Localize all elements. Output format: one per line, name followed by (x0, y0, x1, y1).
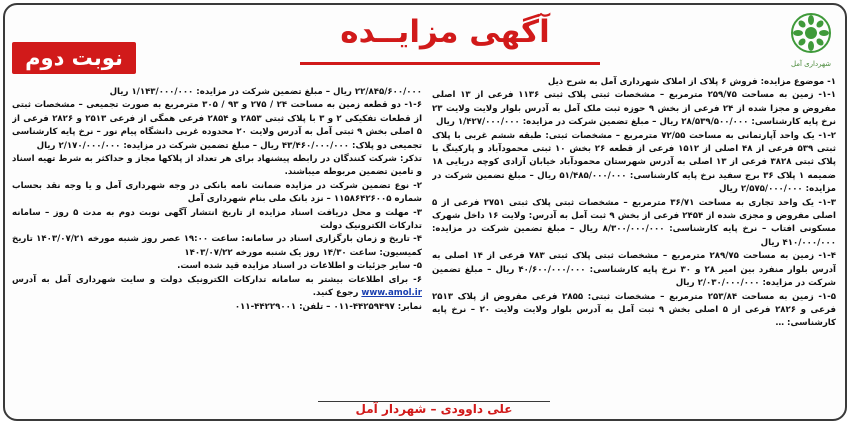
signature-line: علی داوودی – شهردار آمل (318, 401, 550, 418)
right-column (432, 76, 836, 396)
details-paragraph: ۵- سایر جزئیات و اطلاعات در اسناد مزایده قید شده است. (177, 261, 422, 272)
item-1-5-continued: ۲۲/۸۴۵/۶۰۰/۰۰۰ ریال – مبلغ تضمین شرکت در مزایده: ۱/۱۴۳/۰۰۰/۰۰۰ ریال (109, 87, 422, 97)
upload-date-label: ۴- تاریخ و زمان بارگزاری اسناد در سامانه (244, 234, 422, 245)
deadline-paragraph: ۳- مهلت و محل دریافت اسناد مزایده از تاریخ انتشار آگهی نوبت دوم به مدت ۵ روز – سامانه تدارکات الکترونیک دولت (12, 207, 422, 232)
item-1-6: ۱-۶- دو قطعه زمین به مساحت ۲۴ / ۲۷۵ و ۹۳ / ۳۰۵ مترمربع به صورت تجمیعی – مشخصات ثبتی از قطعات تفکیکی ۲ و ۳ با پلاک ثبتی ۲۸۵۳ و ۲۸۵۴ فرعی همگی از فرعی ۲۵۱۳ و ۲۸۲۶ فرعی از ۵ اصلی بخش ۹ ثبتی آمل به آدرس ولایت ۲۰ محدوده غربی دانشگاه پیام نور – نرخ پایه کارشناسی تجمیعی دو پلاک: ۴۳/۴۶۰/۰۰۰/۰۰۰ ریال – مبلغ تضمین شرکت در مزایده: ۲/۱۷۰/۰۰۰/۰۰۰ ریال (12, 100, 422, 151)
website-link[interactable]: www.amol.ir (361, 288, 422, 299)
ad-title: آگهی مزایــده (340, 14, 550, 50)
municipality-emblem-icon (790, 12, 832, 54)
subject-paragraph: ۱- موضوع مزایده: فروش ۶ پلاک از املاک شهرداری آمل به شرح ذیل (547, 77, 836, 87)
title-underline (300, 62, 600, 65)
info-text-end: رجوع کنید. (312, 288, 359, 299)
info-text: ۶- برای اطلاعات بیشتر به سامانه تدارکات الکترونیک دولت و سایت شهرداری آمل به آدرس (12, 274, 422, 285)
contact-line: نمابر: ۴۴۲۵۹۴۹۷-۰۱۱ – تلفن: ۴۴۲۲۹۰۰۱-۰۱۱ (234, 301, 422, 312)
item-1-5: ۱-۵- زمین به مساحت ۲۵۳/۸۴ مترمربع – مشخصات ثبتی: ۲۸۵۵ فرعی مفروض از پلاک ۲۵۱۳ فرعی و ۲۸۲۶ فرعی از ۵ اصلی بخش ۹ ثبت آمل به آدرس بلوار ولایت ولایت ۲۰ – نرخ پایه کارشناسی: … (432, 291, 836, 329)
note-paragraph: تذکر: شرکت کنندگان در رابطه پیشنهاد برای هر تعداد از پلاکها مجاز و حداکثر به شرط تهیه اسناد و تامین تضمین مربوطه میباشند. (12, 154, 422, 178)
item-1-4: ۱-۴- زمین به مساحت ۲۸۹/۷۵ مترمربع – مشخصات ثبتی پلاک ثبتی ۷۸۳ فرعی از ۱۴ اصلی به آدرس بلوار منفرد بین امیر ۲۸ و ۳۰ نرخ پایه کارشناسی: ۴۰/۶۰۰/۰۰۰/۰۰۰ ریال – مبلغ تضمین شرکت در مزایده: ۲/۰۳۰/۰۰۰/۰۰۰ ریال (432, 251, 836, 289)
info-paragraph (12, 274, 422, 301)
guarantee-paragraph: ۲- نوع تضمین شرکت در مزایده ضمانت نامه بانکی در وجه شهرداری آمل و یا وجه نقد بحساب شماره ۱۱۵۸۶۴۲۶۰۰۵ – نزد بانک ملی بنام شهرداری آمل (12, 180, 422, 205)
upload-date-paragraph (12, 233, 422, 260)
municipality-logo (782, 12, 840, 68)
upload-date-text: : ساعت ۱۹:۰۰ عصر روز شنبه مورخه ۱۴۰۳/۰۷/۲۱ تاریخ کمیسیون: ساعت ۱۴/۳۰ روز یک شنبه مورخه ۱۴۰۳/۰۷/۲۲ (12, 234, 422, 258)
round-badge: نوبت دوم (12, 42, 136, 74)
item-1-1: ۱-۱- زمین به مساحت ۲۵۹/۷۵ مترمربع – مشخصات ثبتی پلاک ثبتی ۱۱۳۶ فرعی از ۱۳ اصلی مفروض و مجزا شده از ۲۴ فرعی از بخش ۹ حوزه ثبت ملک آمل به آدرس بلوار ولایت ولایت ۲۳ نرخ پایه کارشناسی: ۲۸/۵۳۹/۵۰۰/۰۰۰ ریال – مبلغ تضمین شرکت در مزایده: ۱/۴۲۷/۰۰۰/۰۰۰ ریال (432, 90, 836, 128)
logo-caption: شهرداری آمل (790, 60, 832, 68)
item-1-2: ۱-۲- یک واحد آپارتمانی به مساحت ۷۲/۵۵ مترمربع – مشخصات ثبتی: طبقه ششم غربی با پلاک ثبتی ۵۳۹ فرعی از ۴۸ اصلی از ۱۵۱۲ فرعی از قطعه ۲۶ بخش ۱۰ ثبتی محمودآباد و پارکینگ با پلاک ثبتی ۳۸۲۸ فرعی از ۱۳ اصلی به آدرس شهرستان محمودآباد خیابان آزادی کوچه دریایی ۱۸ ضمیمه ۱ پلاک ۳۶ برج سفید نرخ پایه کارشناسی: ۵۱/۴۸۵/۰۰۰/۰۰۰ ریال – مبلغ تضمین شرکت در مزایده: ۲/۵۷۵/۰۰۰/۰۰۰ ریال (432, 130, 836, 195)
item-1-3: ۱-۳- یک واحد تجاری به مساحت ۳۶/۷۱ مترمربع – مشخصات ثبتی پلاک ثبتی ۲۷۵۱ فرعی از ۵ اصلی مفروض و مجزی شده از ۲۴۵۴ فرعی از بخش ۹ ثبت آمل به آدرس: ولایت ۱۶ داخل شهرک مسکونی افتاب – نرخ پایه کارشناسی: ۸/۳۰۰/۰۰۰/۰۰۰ ریال – مبلغ تضمین شرکت در مزایده: ۴۱۰/۰۰۰/۰۰۰ ریال (432, 197, 836, 248)
left-column (12, 86, 422, 386)
